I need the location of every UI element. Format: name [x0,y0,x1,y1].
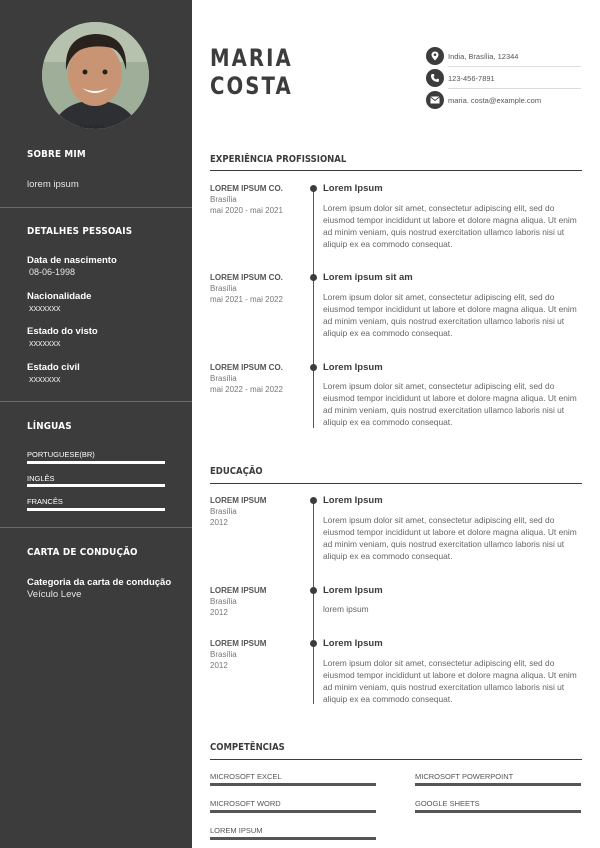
skill-level-bar [210,810,376,813]
skill-level-bar [210,783,376,786]
education-org: LOREM IPSUM [210,496,267,505]
location-pin-icon [426,47,444,65]
education-city: Brasília [210,597,237,606]
experience-org: LOREM IPSUM CO. [210,363,283,372]
skill-label: MICROSOFT WORD [210,799,281,808]
experience-description: Lorem ipsum dolor sit amet, consectetur adipiscing elit, sed do eiusmod tempor incididunt ut labore et dolore magna aliqua. Ut enim ad minim veniam, quis nostrud exercitation ullamco laboris nisi ut aliquip ex ea commodo consequat. [323,292,577,338]
sidebar [0,0,192,848]
languages-heading: LÍNGUAS [27,421,72,432]
language-label: FRANCÊS [27,497,63,506]
experience-date: mai 2021 - mai 2022 [210,295,283,304]
education-city: Brasília [210,507,237,516]
phone-text: 123-456-7891 [448,74,495,83]
marital-status-value: xxxxxxx [29,374,61,384]
contact-divider [448,88,581,89]
address-text: India, Brasília, 12344 [448,52,519,61]
experience-title: Lorem Ipsum [323,183,383,194]
visa-status-value: xxxxxxx [29,338,61,348]
section-divider [210,483,582,484]
experience-org: LOREM IPSUM CO. [210,273,283,282]
education-title: Lorem Ipsum [323,585,383,596]
sidebar-divider [0,401,192,402]
photo-caption: foto pessoal [80,124,105,129]
education-date: 2012 [210,518,228,527]
experience-description: Lorem ipsum dolor sit amet, consectetur adipiscing elit, sed do eiusmod tempor incididunt ut labore et dolore magna aliqua. Ut enim ad minim veniam, quis nostrud exercitation ullamco laboris nisi ut aliquip ex ea commodo consequat. [323,381,577,427]
education-city: Brasília [210,650,237,659]
experience-date: mai 2022 - mai 2022 [210,385,283,394]
timeline-dot [310,587,317,594]
skill-label: MICROSOFT EXCEL [210,772,282,781]
phone-icon [426,69,444,87]
birthdate-value: 08-06-1998 [29,267,76,277]
about-text: lorem ipsum [27,179,79,190]
skill-label: GOOGLE SHEETS [415,799,480,808]
education-description: Lorem ipsum dolor sit amet, consectetur adipiscing elit, sed do eiusmod tempor incididunt ut labore et dolore magna aliqua. Ut enim ad minim veniam, quis nostrud exercitation ullamco laboris nisi ut aliquip ex ea commodo consequat. [323,658,577,704]
experience-city: Brasília [210,284,237,293]
experience-heading: EXPERIÊNCIA PROFISSIONAL [210,154,347,165]
driving-license-heading: CARTA DE CONDUÇÃO [27,547,138,558]
envelope-icon [426,91,444,109]
education-date: 2012 [210,661,228,670]
license-category-value: Veículo Leve [27,589,82,600]
education-title: Lorem Ipsum [323,495,383,506]
timeline-dot [310,185,317,192]
skill-label: MICROSOFT POWERPOINT [415,772,514,781]
profile-photo [42,22,149,129]
skill-level-bar [415,810,581,813]
education-description: Lorem ipsum dolor sit amet, consectetur adipiscing elit, sed do eiusmod tempor incididunt ut labore et dolore magna aliqua. Ut enim ad minim veniam, quis nostrud exercitation ullamco laboris nisi ut aliquip ex ea commodo consequat. [323,515,577,561]
experience-description: Lorem ipsum dolor sit amet, consectetur adipiscing elit, sed do eiusmod tempor incididunt ut labore et dolore magna aliqua. Ut enim ad minim veniam, quis nostrud exercitation ullamco laboris nisi ut aliquip ex ea commodo consequat. [323,203,577,249]
experience-date: mai 2020 - mai 2021 [210,206,283,215]
license-category-label: Categoria da carta de condução [27,577,172,588]
education-org: LOREM IPSUM [210,639,267,648]
education-description: lorem ipsum [323,604,369,614]
experience-org: LOREM IPSUM CO. [210,184,283,193]
nationality-value: xxxxxxx [29,303,61,313]
section-divider [210,759,582,760]
personal-details-heading: DETALHES PESSOAIS [27,226,133,237]
education-timeline [313,500,314,704]
education-org: LOREM IPSUM [210,586,267,595]
language-label: INGLÊS [27,474,55,483]
timeline-dot [310,497,317,504]
about-heading: SOBRE MIM [27,149,86,160]
language-level-bar [27,508,165,511]
marital-status-label: Estado civil [27,362,80,373]
experience-city: Brasília [210,195,237,204]
education-date: 2012 [210,608,228,617]
last-name: COSTA [210,72,293,100]
language-level-bar [27,484,165,487]
skill-label: LOREM IPSUM [210,826,263,835]
language-level-bar [27,461,165,464]
education-heading: EDUCAÇÃO [210,466,263,477]
timeline-dot [310,274,317,281]
sidebar-divider [0,527,192,528]
language-label: PORTUGUESE(BR) [27,450,95,459]
nationality-label: Nacionalidade [27,291,92,302]
skill-level-bar [415,783,581,786]
section-divider [210,170,582,171]
visa-status-label: Estado do visto [27,326,98,337]
email-text[interactable]: maria. costa@example.com [448,96,542,105]
timeline-dot [310,640,317,647]
education-title: Lorem Ipsum [323,638,383,649]
timeline-dot [310,364,317,371]
first-name: MARIA [210,44,293,72]
skills-heading: COMPETÊNCIAS [210,742,285,753]
experience-timeline [313,188,314,428]
experience-title: Lorem ipsum sit am [323,272,413,283]
contact-divider [448,66,581,67]
experience-title: Lorem Ipsum [323,362,383,373]
skill-level-bar [210,837,376,840]
experience-city: Brasília [210,374,237,383]
birthdate-label: Data de nascimento [27,255,117,266]
sidebar-divider [0,207,192,208]
